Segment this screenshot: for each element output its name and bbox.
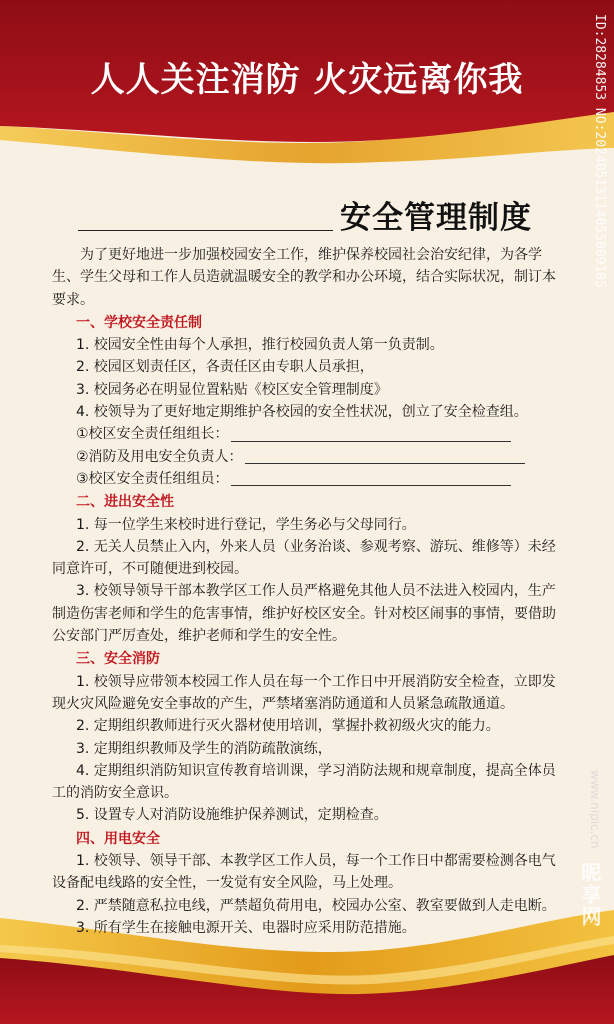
fill-field-leader xyxy=(52,423,568,445)
list-item: 1. 每一位学生来校时进行登记，学生务必与父母同行。 xyxy=(76,516,416,533)
list-item: 2. 定期组织教师进行灭火器材使用培训，掌握扑救初级火灾的能力。 xyxy=(76,718,500,735)
fill-blank-line xyxy=(231,470,511,486)
intro-paragraph: 为了更好地进一步加强校园安全工作，维护保养校园社会治安纪律，为各学生、学生父母和工作人员造就温暖安全的教学和办公环境，结合实际状况，制订本要求。 xyxy=(52,247,556,308)
field-label: ①校区安全责任组组长： xyxy=(76,426,229,443)
header-title: 人人关注消防 火灾远离你我 xyxy=(90,60,524,100)
fill-field-fire-officer xyxy=(52,446,568,468)
list-item: 2. 校园区划责任区，各责任区由专职人员承担， xyxy=(76,359,374,376)
list-item: 2. 无关人员禁止入内，外来人员（业务治谈、参观考察、游玩、维修等）未经同意许可，不可随便进到校园。 xyxy=(52,538,556,578)
field-label: ②消防及用电安全负责人： xyxy=(76,448,243,465)
list-item: 4. 校领导为了更好地定期维护各校园的安全性状况，创立了安全检查组。 xyxy=(76,404,528,421)
field-label: ③校区安全责任组组员： xyxy=(76,470,229,487)
watermark-url: www.nipic.cn xyxy=(588,770,602,849)
document-body xyxy=(52,244,568,939)
list-item: 5. 设置专人对消防设施维护保养测试，定期检查。 xyxy=(76,807,388,824)
fill-blank-line xyxy=(245,448,525,464)
watermark-logo: 昵享网 xyxy=(578,862,602,928)
document-title: 安全管理制度 xyxy=(340,200,532,236)
section-heading-2: 二、进出安全性 xyxy=(76,494,174,511)
section-heading-1: 一、学校安全责任制 xyxy=(76,314,202,331)
list-item: 3. 校园务必在明显位置粘贴《校区安全管理制度》 xyxy=(76,381,388,398)
title-underline xyxy=(78,230,333,231)
fill-blank-line xyxy=(231,426,511,442)
section-heading-4: 四、用电安全 xyxy=(76,830,160,847)
list-item: 4. 定期组织消防知识宣传教育培训课，学习消防法规和规章制度，提高全体员工的消防安全意识。 xyxy=(52,762,556,802)
section-heading-3: 三、安全消防 xyxy=(76,651,160,668)
list-item: 1. 校园安全性由每个人承担，推行校园负责人第一负责制。 xyxy=(76,337,444,354)
fill-field-members xyxy=(52,468,568,490)
list-item: 3. 所有学生在接触电源开关、电器时应采用防范措施。 xyxy=(76,919,416,936)
list-item: 1. 校领导应带领本校园工作人员在每一个工作日中开展消防安全检查，立即发现火灾风险避免安全事故的产生，严禁堵塞消防通道和人员紧急疏散通道。 xyxy=(52,673,556,712)
list-item: 1. 校领导、领导干部、本教学区工作人员，每一个工作日中都需要检测各电气设备配电线路的安全性，一发觉有安全风险，马上处理。 xyxy=(52,853,556,892)
list-item: 2. 严禁随意私拉电线，严禁超负荷用电，校园办公室、教室要做到人走电断。 xyxy=(76,897,556,914)
image-id-label: ID:28284853 NO:20240513114055009105 xyxy=(592,14,607,288)
list-item: 3. 校领导领导干部本教学区工作人员严格避免其他人员不法进入校园内，生产制造伤害老师和学生的危害事情，维护好校区安全。针对校区闹事的事情，要借助公安部门严厉查处，维护老师和学生的安全性。 xyxy=(52,583,556,645)
list-item: 3. 定期组织教师及学生的消防疏散演练， xyxy=(76,740,332,757)
